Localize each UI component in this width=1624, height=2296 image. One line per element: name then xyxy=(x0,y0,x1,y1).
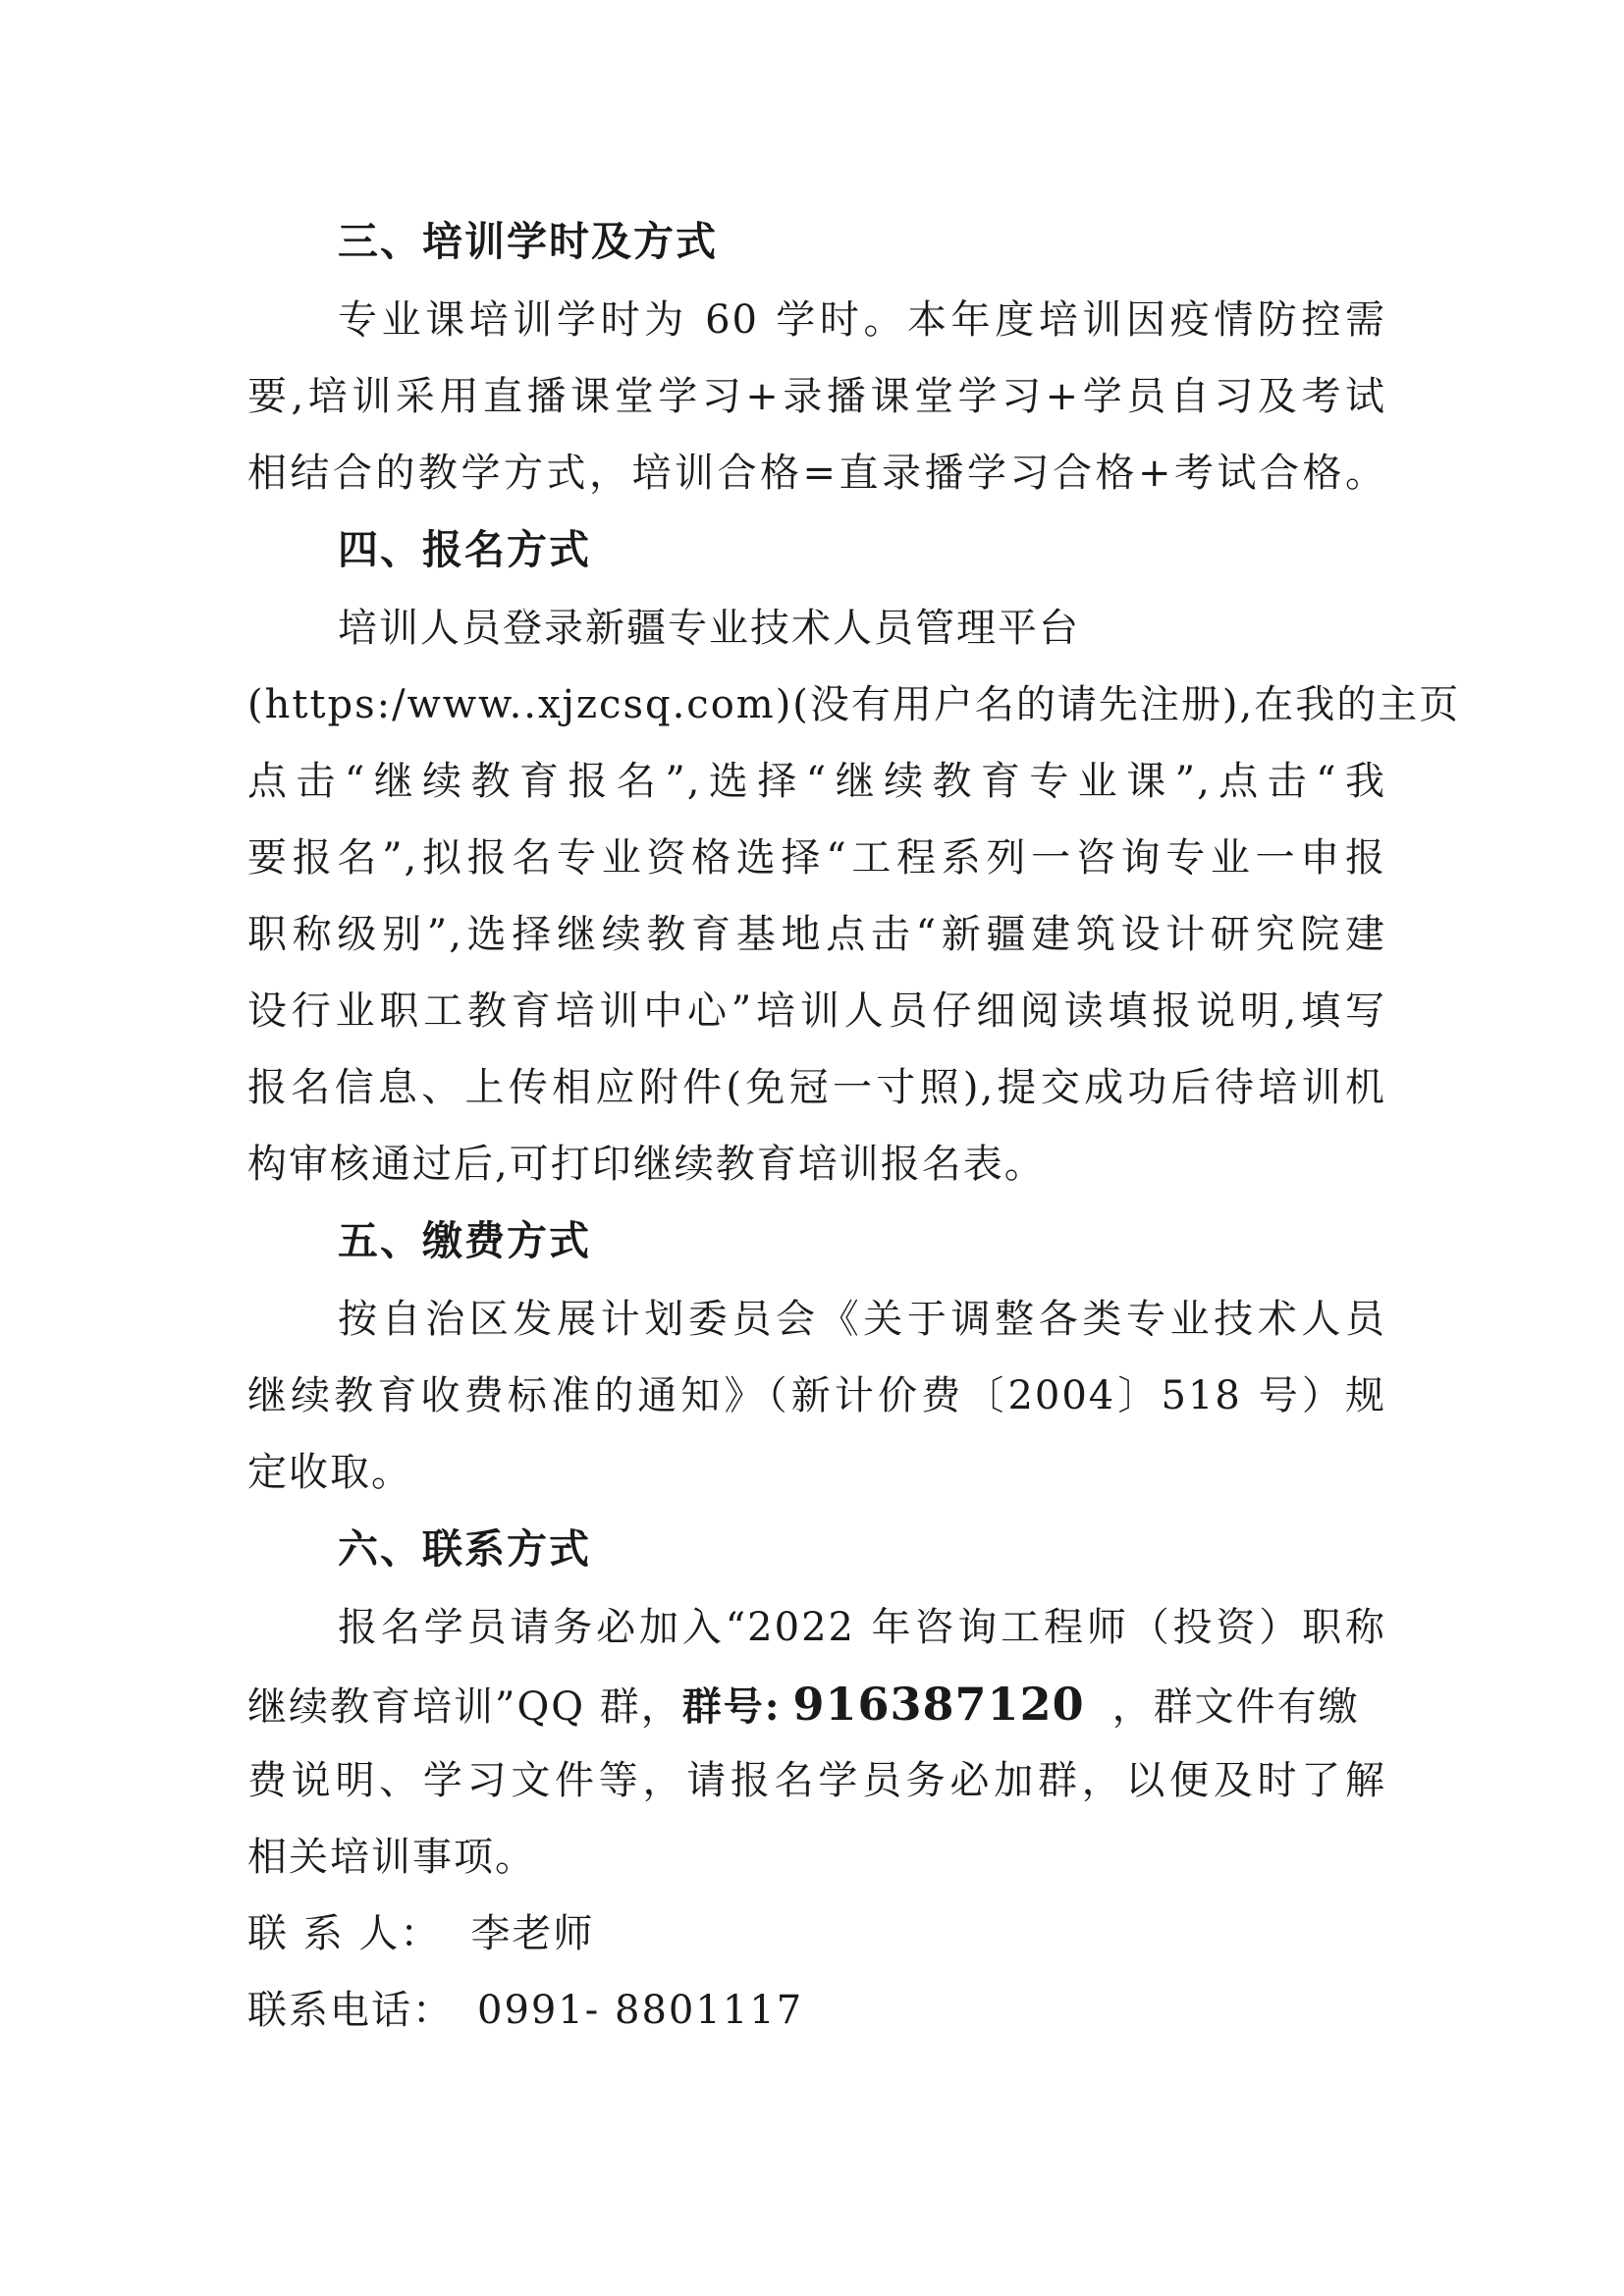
qq-group-label: 群号: xyxy=(681,1683,782,1730)
section-5-line-3: 定收取。 xyxy=(247,1450,412,1495)
section-4-line-8: 构审核通过后,可打印继续教育培训报名表。 xyxy=(247,1142,1046,1187)
section-4-line-5: 职称级别”,选择继续教育基地点击“新疆建筑设计研究院建 xyxy=(247,912,1386,957)
section-3-line-3: 相结合的教学方式，培训合格=直录播学习合格+考试合格。 xyxy=(247,451,1386,496)
section-4-line-1: 培训人员登录新疆专业技术人员管理平台 xyxy=(338,606,1080,651)
section-6-line-2 xyxy=(247,1677,1386,1735)
contact-phone-number: 0991- 8801117 xyxy=(477,1988,804,2033)
section-3-line-1: 专业课培训学时为 60 学时。本年度培训因疫情防控需 xyxy=(338,297,1386,343)
contact-person-name: 李老师 xyxy=(470,1911,595,1956)
section-5-heading: 五、缴费方式 xyxy=(338,1217,591,1264)
section-4-line-7: 报名信息、上传相应附件(免冠一寸照),提交成功后待培训机 xyxy=(247,1065,1386,1110)
contact-person-row xyxy=(247,1906,1386,1961)
qq-group-number: 916387120 xyxy=(792,1678,1085,1731)
contact-phone-row xyxy=(247,1983,1386,2038)
section-5-line-2: 继续教育收费标准的通知》（新计价费〔2004〕518 号）规 xyxy=(247,1373,1386,1418)
section-4-line-4: 要报名”,拟报名专业资格选择“工程系列一咨询专业一申报 xyxy=(247,835,1386,881)
qq-group-intro: 继续教育培训”QQ 群， xyxy=(247,1684,682,1730)
section-4-line-3: 点击“继续教育报名”,选择“继续教育专业课”,点击“我 xyxy=(247,759,1386,804)
section-3-heading: 三、培训学时及方式 xyxy=(338,218,718,265)
section-3-line-2: 要,培训采用直播课堂学习+录播课堂学习+学员自习及考试 xyxy=(247,374,1386,419)
section-5-line-1: 按自治区发展计划委员会《关于调整各类专业技术人员 xyxy=(338,1297,1386,1342)
section-4-heading: 四、报名方式 xyxy=(338,526,591,573)
contact-person-label: 联 系 人： xyxy=(247,1911,442,1956)
section-6-line-3: 费说明、学习文件等，请报名学员务必加群，以便及时了解 xyxy=(247,1758,1386,1803)
section-6-line-4: 相关培训事项。 xyxy=(247,1835,536,1880)
contact-phone-label: 联系电话： xyxy=(247,1988,454,2033)
section-6-heading: 六、联系方式 xyxy=(338,1525,591,1573)
section-4-line-2: (https:/www..xjzcsq.com)(没有用户名的请先注册),在我的主页 xyxy=(247,682,1461,727)
section-4-line-6: 设行业职工教育培训中心”培训人员仔细阅读填报说明,填写 xyxy=(247,988,1386,1034)
section-6-line-1: 报名学员请务必加入“2022 年咨询工程师（投资）职称 xyxy=(338,1605,1386,1650)
qq-group-note: ，群文件有缴 xyxy=(1111,1684,1360,1730)
